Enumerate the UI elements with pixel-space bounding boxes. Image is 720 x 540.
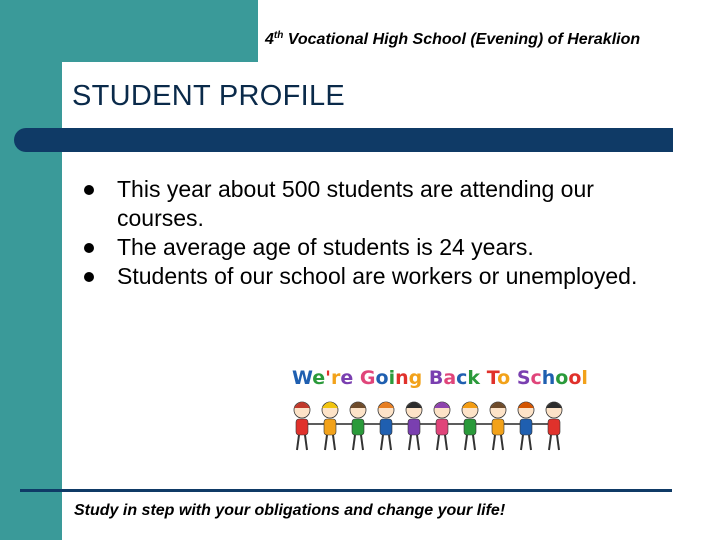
- title-underline-bar: [14, 128, 673, 152]
- bullet-item: [84, 262, 684, 291]
- bullet-dot-icon: [84, 243, 94, 253]
- bullet-item: [84, 175, 684, 233]
- left-teal-panel: [0, 0, 62, 540]
- top-teal-band: [0, 0, 258, 62]
- footer-divider: [20, 489, 672, 492]
- school-header: [265, 31, 640, 49]
- kids-holding-hands-icon: [294, 402, 562, 450]
- bullet-dot-icon: [84, 272, 94, 282]
- bullet-dot-icon: [84, 185, 94, 195]
- bullet-item: [84, 233, 684, 262]
- page-title: STUDENT PROFILE: [72, 80, 346, 112]
- back-to-school-illustration: [282, 358, 592, 470]
- bullet-text: The average age of students is 24 years.: [117, 234, 534, 260]
- banner-title: We're Going Back To School: [292, 367, 588, 389]
- header-school-name: Vocational High School (Evening) of Heraklion: [283, 31, 641, 48]
- footer-slogan: Study in step with your obligations and change your life!: [74, 502, 506, 519]
- header-ordinal-number: 4: [265, 31, 274, 48]
- bullet-text: Students of our school are workers or unemployed.: [117, 263, 638, 289]
- header-ordinal-suffix: th: [273, 30, 284, 41]
- bullet-list: [84, 175, 684, 291]
- bullet-text: This year about 500 students are attending our courses.: [117, 176, 594, 231]
